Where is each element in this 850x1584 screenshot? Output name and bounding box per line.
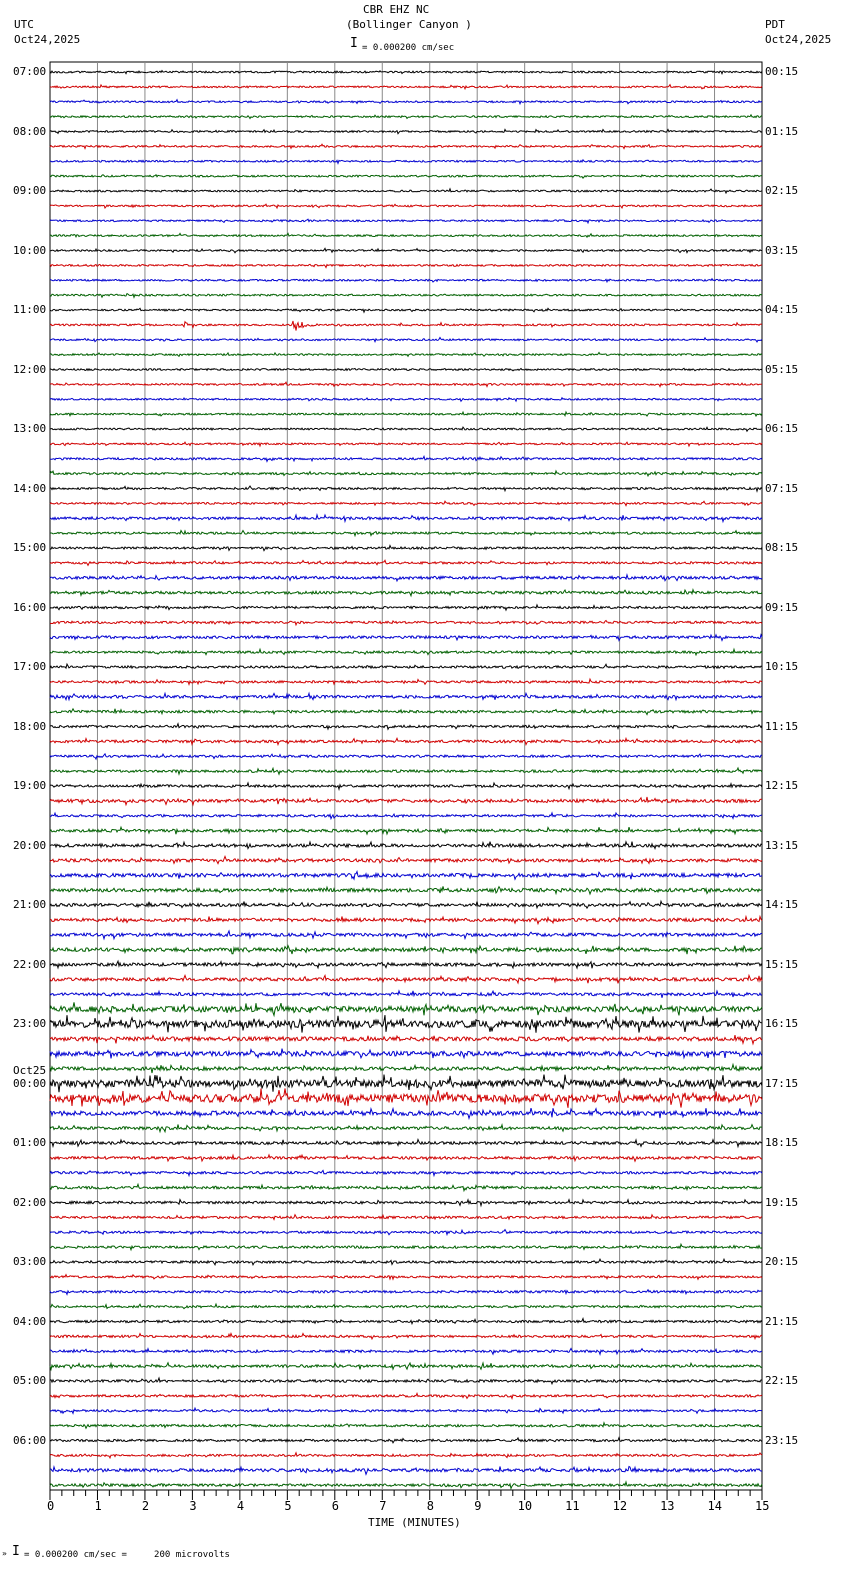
pdt-hour-label: 21:15 [765,1314,799,1328]
seismic-trace [50,1002,762,1015]
seismic-trace [50,931,762,939]
seismic-trace [50,412,762,416]
seismic-trace [50,100,762,104]
seismic-trace [50,1155,762,1161]
seismic-trace [50,1453,762,1458]
seismic-trace [50,575,762,581]
right-date: Oct24,2025 [765,33,832,46]
x-tick-label: 7 [379,1499,387,1513]
left-timezone: UTC [14,18,34,31]
seismic-trace [50,917,762,924]
utc-hour-label: 02:00 [13,1195,47,1209]
seismic-trace [50,560,762,565]
seismic-trace [50,308,762,312]
pdt-hour-label: 05:15 [765,362,799,376]
seismic-trace [50,1140,762,1147]
date-change-label: Oct25 [13,1063,47,1077]
seismic-trace [50,115,762,119]
seismic-trace [50,1244,762,1250]
x-tick-label: 4 [236,1499,245,1513]
utc-hour-label: 00:00 [13,1076,47,1090]
x-tick-label: 3 [189,1499,197,1513]
seismic-trace [50,1304,762,1309]
seismic-trace [50,144,762,148]
seismic-trace [50,797,762,805]
seismic-trace [50,635,762,641]
seismic-trace [50,1334,762,1339]
utc-hour-label: 05:00 [13,1374,47,1387]
seismic-trace [50,175,762,179]
seismic-trace [50,961,762,968]
seismic-trace [50,160,762,164]
seismic-trace [50,338,762,342]
seismic-trace [50,85,762,89]
utc-hour-label: 08:00 [13,124,47,138]
seismic-trace [50,738,762,744]
footer-scale-label: = 0.000200 cm/sec = 200 microvolts [24,1550,230,1560]
seismic-trace [50,189,762,193]
utc-hour-label: 12:00 [13,362,47,376]
pdt-hour-label: 13:15 [765,838,799,852]
pdt-hour-label: 22:15 [765,1374,799,1387]
pdt-hour-label: 19:15 [765,1195,799,1209]
seismic-trace [50,1290,762,1295]
seismic-trace [50,827,762,834]
seismic-trace [50,546,762,551]
seismic-trace [50,486,762,491]
pdt-hour-label: 02:15 [765,184,799,197]
station-title: CBR EHZ NC [363,3,430,16]
footer-marker-icon: » [2,1549,7,1558]
x-tick-label: 5 [284,1499,292,1513]
seismic-trace [50,264,762,267]
utc-hour-label: 11:00 [13,303,47,316]
seismic-trace [50,1408,762,1413]
x-tick-label: 15 [755,1499,770,1513]
seismic-trace [50,1170,762,1175]
seismic-trace [50,1065,762,1074]
utc-hour-label: 07:00 [13,65,47,78]
seismic-trace [50,1230,762,1235]
seismic-trace [50,531,762,536]
pdt-hour-label: 09:15 [765,600,799,614]
pdt-hour-label: 07:15 [765,481,799,495]
seismic-trace [50,321,762,331]
seismic-trace [50,768,762,774]
seismic-trace [50,842,762,849]
seismic-trace [50,1108,762,1118]
seismic-trace [50,813,762,819]
seismic-trace [50,693,762,699]
seismic-trace [50,1125,762,1132]
seismic-trace [50,886,762,894]
seismic-trace [50,1215,762,1220]
seismic-trace [50,233,762,237]
seismic-trace [50,368,762,371]
pdt-hour-label: 06:15 [765,422,799,435]
x-tick-label: 10 [517,1499,533,1513]
seismic-trace [50,248,762,252]
pdt-hour-label: 20:15 [765,1255,799,1268]
seismic-trace [50,1075,762,1093]
seismic-trace [50,621,762,625]
pdt-hour-label: 18:15 [765,1136,799,1149]
seismic-trace [50,1363,762,1370]
seismic-trace [50,724,762,730]
utc-hour-label: 18:00 [13,719,47,733]
pdt-hour-label: 01:15 [765,124,799,138]
seismic-trace [50,1035,762,1044]
seismic-trace [50,872,762,880]
seismic-trace [50,294,762,298]
utc-hour-label: 06:00 [13,1433,47,1447]
utc-hour-label: 04:00 [13,1314,47,1328]
seismic-trace [50,442,762,446]
utc-hour-label: 23:00 [13,1017,47,1030]
seismic-trace [50,1089,762,1108]
seismic-trace [50,219,762,223]
seismic-trace [50,1393,762,1398]
seismic-trace [50,1259,762,1265]
seismic-trace [50,1015,762,1033]
pdt-hour-label: 08:15 [765,541,799,554]
seismic-trace [50,679,762,684]
seismic-trace [50,353,762,357]
utc-hour-label: 03:00 [13,1255,47,1268]
seismic-trace [50,515,762,522]
x-tick-label: 6 [331,1499,340,1513]
pdt-hour-label: 14:15 [765,898,799,911]
x-tick-label: 8 [426,1499,434,1513]
x-tick-label: 2 [141,1499,150,1513]
seismic-trace [50,204,762,208]
x-tick-label: 0 [47,1499,55,1513]
seismic-trace [50,1319,762,1324]
seismic-trace [50,590,762,596]
utc-hour-label: 16:00 [13,600,47,614]
seismic-trace [50,71,762,74]
plot-frame [50,62,762,1490]
utc-hour-label: 15:00 [13,541,47,554]
seismic-trace [50,398,762,402]
seismic-trace [50,664,762,668]
utc-hour-label: 01:00 [13,1136,47,1149]
station-name: (Bollinger Canyon ) [346,18,472,31]
seismic-trace [50,605,762,610]
seismic-trace [50,279,762,282]
seismic-trace [50,754,762,759]
pdt-hour-label: 03:15 [765,243,799,257]
seismic-trace [50,946,762,955]
utc-hour-label: 22:00 [13,957,47,971]
seismic-trace [50,975,762,983]
utc-hour-label: 19:00 [13,779,47,792]
utc-hour-label: 20:00 [13,838,47,852]
seismic-trace [50,1438,762,1443]
seismic-trace [50,649,762,655]
seismic-trace [50,1349,762,1355]
x-tick-label: 12 [612,1499,628,1513]
seismic-trace [50,1423,762,1429]
pdt-hour-label: 23:15 [765,1433,799,1447]
seismic-trace [50,456,762,461]
pdt-hour-label: 10:15 [765,660,799,673]
utc-hour-label: 13:00 [13,422,47,435]
pdt-hour-label: 04:15 [765,303,799,316]
pdt-hour-label: 17:15 [765,1076,799,1090]
pdt-hour-label: 11:15 [765,719,799,733]
seismic-trace [50,709,762,715]
footer-scale-bar-icon: I [12,1544,20,1559]
seismic-trace [50,1378,762,1384]
pdt-hour-label: 15:15 [765,957,799,971]
seismic-trace [50,1049,762,1059]
seismic-trace [50,382,762,386]
scale-label: = 0.000200 cm/sec [362,43,455,53]
left-date: Oct24,2025 [14,33,81,46]
seismic-trace [50,1184,762,1190]
utc-hour-label: 14:00 [13,481,47,495]
seismic-trace [50,783,762,789]
pdt-hour-label: 00:15 [765,65,799,78]
x-axis-title: TIME (MINUTES) [368,1516,461,1529]
seismic-trace [50,991,762,998]
utc-hour-label: 10:00 [13,243,47,257]
scale-bar-icon: I [350,36,358,51]
x-tick-label: 1 [94,1499,102,1513]
seismic-trace [50,901,762,908]
right-timezone: PDT [765,18,785,31]
utc-hour-label: 09:00 [13,184,47,197]
seismic-trace [50,1467,762,1475]
seismic-trace [50,130,762,134]
seismic-trace [50,427,762,431]
seismic-trace [50,501,762,505]
seismic-trace [50,1482,762,1488]
x-tick-label: 9 [474,1499,482,1513]
x-tick-label: 11 [565,1499,580,1513]
pdt-hour-label: 16:15 [765,1017,799,1030]
x-tick-label: 13 [660,1499,675,1513]
utc-hour-label: 21:00 [13,898,47,911]
seismic-trace [50,1275,762,1280]
utc-hour-label: 17:00 [13,660,47,673]
seismic-trace [50,1200,762,1206]
x-tick-label: 14 [707,1499,722,1513]
seismic-trace [50,856,762,863]
seismic-trace [50,471,762,476]
pdt-hour-label: 12:15 [765,779,799,792]
